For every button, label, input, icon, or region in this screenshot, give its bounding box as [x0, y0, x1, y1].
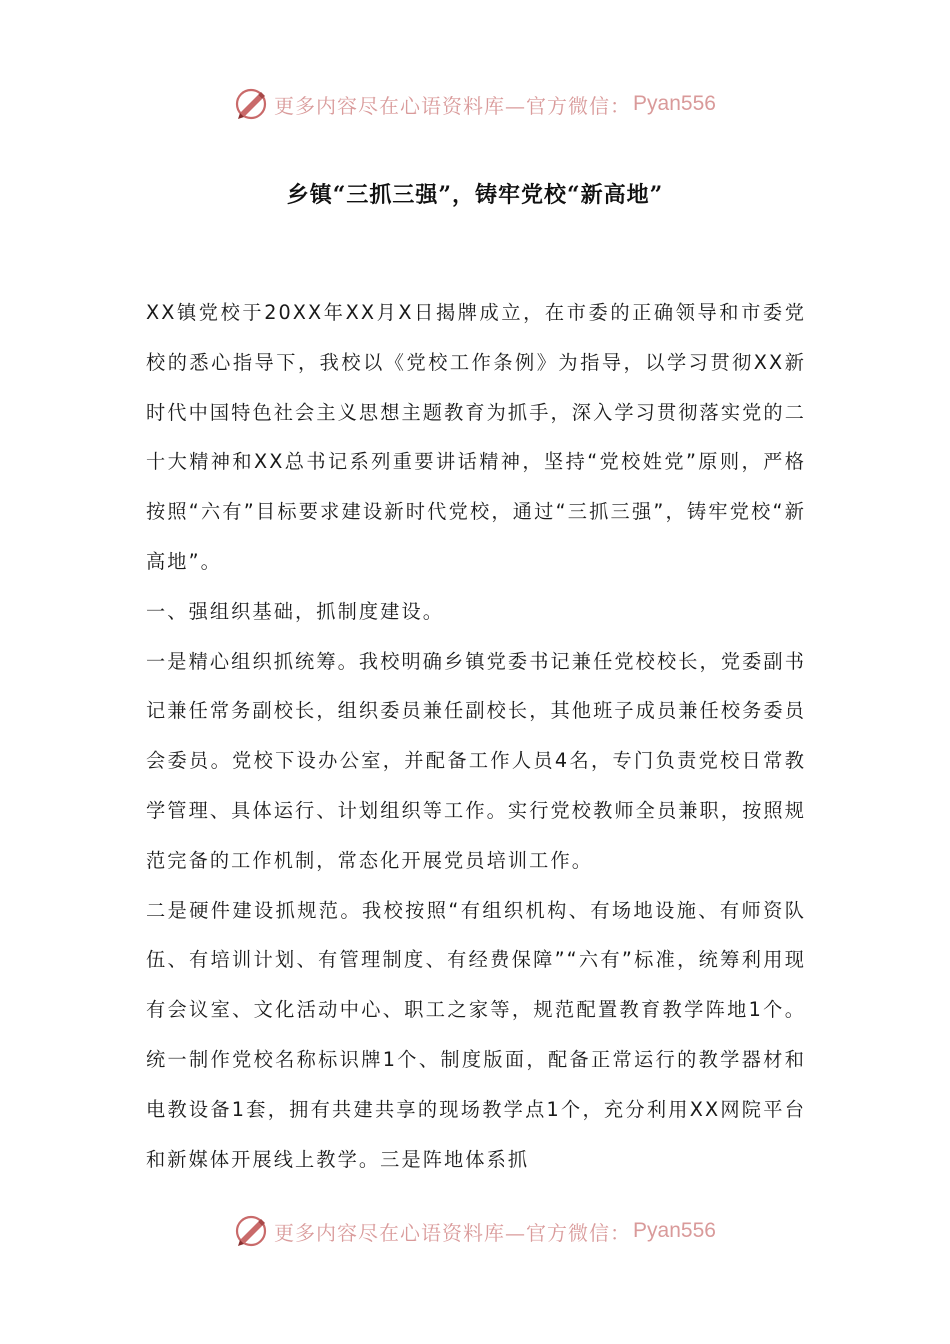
pen-circle-logo-icon [234, 87, 268, 121]
watermark-text: 更多内容尽在心语资料库—官方微信： [274, 1220, 632, 1245]
paragraph-intro: XX镇党校于20XX年XX月X日揭牌成立，在市委的正确领导和市委党校的悉心指导下，我校以《党校工作条例》为指导，以学习贯彻XX新时代中国特色社会主义思想主题教育为抓手，深入学习贯彻落实党的二十大精神和XX总书记系列重要讲话精神，坚持“党校姓党”原则，严格按照“六有”目标要求建设新时代党校，通过“三抓三强”，铸牢党校“新高地”。 [146, 301, 806, 573]
watermark-handle: Pyan556 [633, 1219, 716, 1242]
paragraph-organization: 一是精心组织抓统筹。我校明确乡镇党委书记兼任党校校长，党委副书记兼任常务副校长，组织委员兼任副校长，其他班子成员兼任校务委员会委员。党校下设办公室，并配备工作人员4名，专门负责党校日常教学管理、具体运行、计划组织等工作。实行党校教师全员兼职，按照规范完备的工作机制，常态化开展党员培训工作。 [146, 649, 806, 872]
watermark-handle: Pyan556 [633, 92, 716, 115]
paragraph-hardware: 二是硬件建设抓规范。我校按照“有组织机构、有场地设施、有师资队伍、有培训计划、有管理制度、有经费保障”“六有”标准，统筹利用现有会议室、文化活动中心、职工之家等，规范配置教育教学阵地1个。统一制作党校名称标识牌1个、制度版面，配备正常运行的教学器材和电教设备1套，拥有共建共享的现场教学点1个，充分利用XX网院平台和新媒体开展线上教学。三是阵地体系抓 [146, 898, 806, 1171]
document-title: 乡镇“三抓三强”，铸牢党校“新高地” [286, 182, 664, 208]
watermark-text: 更多内容尽在心语资料库—官方微信： [274, 93, 632, 118]
header-watermark [0, 81, 950, 127]
section-heading-1: 一、强组织基础，抓制度建设。 [146, 599, 445, 623]
footer-watermark [0, 1208, 950, 1254]
pen-circle-logo-icon [234, 1214, 268, 1248]
document-body [146, 288, 806, 1184]
